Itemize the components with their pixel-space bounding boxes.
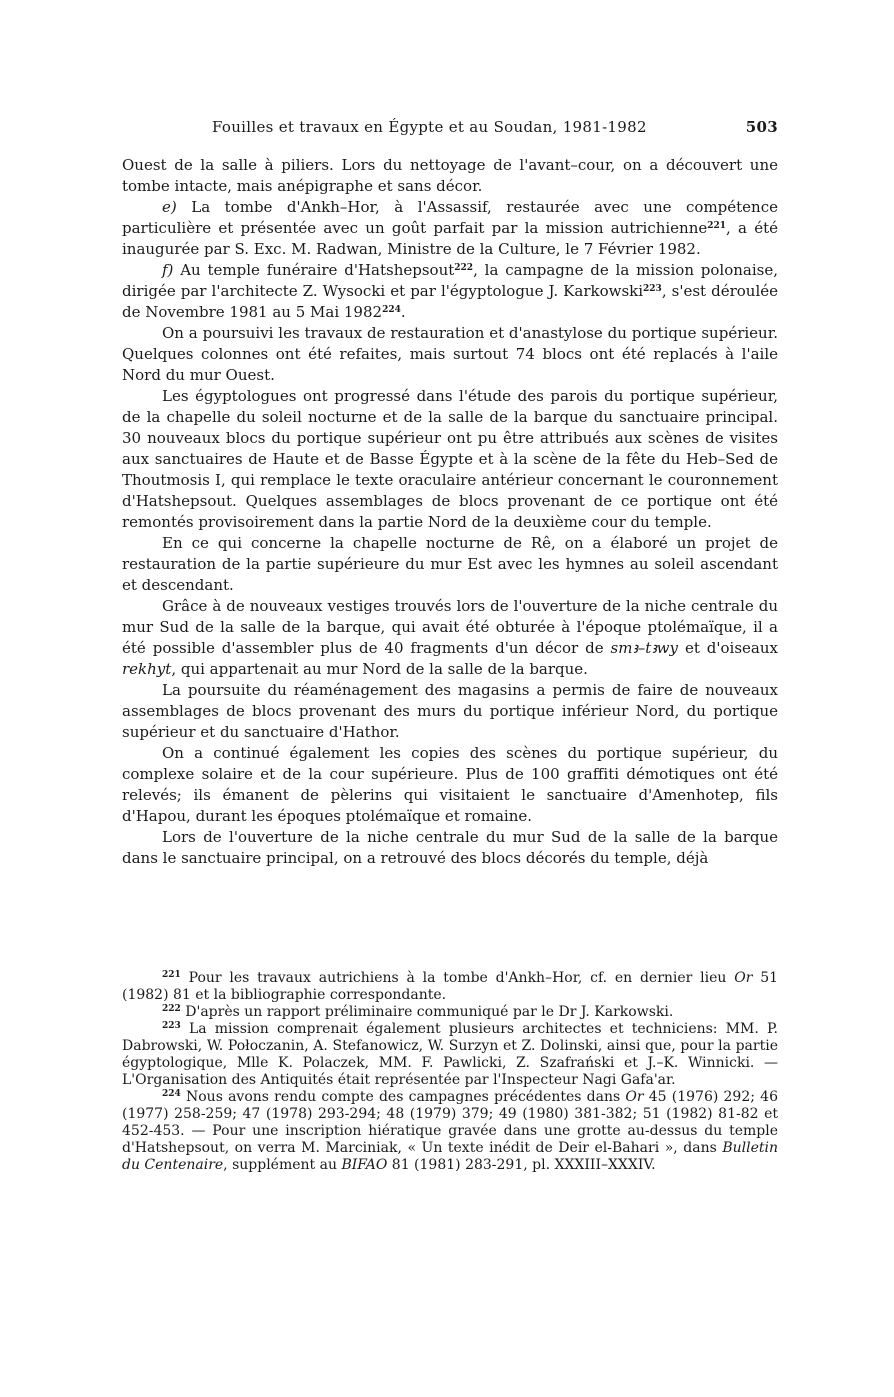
transliteration-term: rekhyt (122, 660, 172, 678)
footnote-223 (122, 1021, 778, 1089)
paragraph-text: , s'est déroulée de Novembre 1981 au 5 Mai 1982 (122, 282, 778, 321)
paragraph-8: On a continué également les copies des scènes du portique supérieur, du complexe solaire et de la cour supérieure. Plus de 100 graffiti démotiques ont été relevés; ils émanent de pèlerins qui visitaient le sanctuaire d'Amenhotep, fils d'Hapou, durant les époques ptolémaïque et romaine. (122, 744, 778, 825)
list-label: f) (162, 261, 174, 279)
footnote-number: 221 (162, 970, 181, 980)
journal-title: Bulletin du Centenaire (122, 1140, 778, 1173)
footnote-text: 51 (1982) 81 et la bibliographie correspondante. (122, 970, 779, 1003)
footnote-ref: 221 (707, 221, 727, 231)
paragraph-4: Les égyptologues ont progressé dans l'étude des parois du portique supérieur, de la chapelle du soleil nocturne et de la salle de la barque du sanctuaire principal. 30 nouveaux blocs du portique supérieur ont pu être attribués aux scènes de visites aux sanctuaires de Haute et de Basse Égypte et à la scène de la fête du Heb–Sed de Thoutmosis I, qui remplace le texte oraculaire antérieur concernant le couronnement d'Hatshepsout. Quelques assemblages de blocs provenant de ce portique ont été remontés provisoirement dans la partie Nord de la deuxième cour du temple. (122, 387, 778, 531)
footnote-ref: 224 (382, 305, 401, 315)
journal-abbrev: Or (734, 970, 753, 986)
transliteration-term: smꜣ–tꜣwy (610, 639, 678, 657)
paragraph-text: , qui appartenait au mur Nord de la salle de la barque. (171, 660, 588, 678)
footnote-text: Nous avons rendu compte des campagnes précédentes dans (186, 1089, 621, 1105)
journal-abbrev: Or (625, 1089, 644, 1105)
footnote-text: D'après un rapport préliminaire communiqué par le Dr J. Karkowski. (185, 1004, 674, 1020)
paragraph-3: On a poursuivi les travaux de restauration et d'anastylose du portique supérieur. Quelques colonnes ont été refaites, mais surtout 74 blocs ont été replacés à l'aile Nord du mur Ouest. (122, 324, 778, 384)
footnote-ref: 222 (454, 263, 474, 273)
footnote-number: 222 (162, 1004, 181, 1014)
paragraph-text: Grâce à de nouveaux vestiges trouvés lors de l'ouverture de la niche centrale du mur Sud de la salle de la barque, qui avait été obturée à l'époque ptolémaïque, il a été possible d'assembler plus de 40 fragments d'un décor de (122, 597, 778, 657)
main-text (122, 155, 778, 869)
footnotes (122, 970, 778, 1174)
paragraph-7: La poursuite du réaménagement des magasins a permis de faire de nouveaux assemblages de blocs provenant des murs du portique inférieur Nord, du portique supérieur et du sanctuaire d'Hathor. (122, 681, 778, 741)
footnote-number: 223 (162, 1021, 181, 1031)
paragraph-5: En ce qui concerne la chapelle nocturne de Rê, on a élaboré un projet de restauration de la partie supérieure du mur Est avec les hymnes au soleil ascendant et descendant. (122, 534, 778, 594)
paragraph-text: . (400, 303, 406, 321)
footnote-number: 224 (162, 1089, 181, 1099)
footnote-ref: 223 (643, 284, 662, 294)
paragraph-text: La tombe d'Ankh–Hor, à l'Assassif, restaurée avec une compétence particulière et présentée avec un goût parfait par la mission autrichienne (122, 198, 778, 237)
paragraph-6 (122, 596, 778, 680)
footnote-text: 45 (1976) 292; 46 (1977) 258-259; 47 (1978) 293-294; 48 (1979) 379; 49 (1980) 381-382; 51 (1982) 81-82 et 452-453. — Pour une inscription hiératique gravée dans une grotte au-dessus du temple d'Hatshepsout, on verra M. Marciniak, « Un texte inédit de Deir el-Bahari », dans (122, 1089, 778, 1156)
paragraph-text: , la campagne de la mission polonaise, dirigée par l'architecte Z. Wysocki et par l'égyptologue J. Karkowski (122, 261, 778, 300)
list-label: e) (162, 198, 177, 216)
paragraph-9: Lors de l'ouverture de la niche centrale du mur Sud de la salle de la barque dans le sanctuaire principal, on a retrouvé des blocs décorés du temple, déjà (122, 828, 778, 867)
footnote-222 (122, 1004, 778, 1021)
footnote-text: 81 (1981) 283-291, pl. XXXIII–XXXIV. (391, 1157, 656, 1173)
running-title: Fouilles et travaux en Égypte et au Soudan, 1981-1982 (212, 118, 647, 136)
paragraph-text: et d'oiseaux (684, 639, 778, 657)
paragraph-text: , a été inaugurée par S. Exc. M. Radwan, Ministre de la Culture, le 7 Février 1982. (122, 219, 778, 258)
paragraph-f (122, 260, 778, 323)
paragraph-text: Au temple funéraire d'Hatshepsout (180, 261, 455, 279)
footnote-221 (122, 970, 778, 1004)
footnote-text: Pour les travaux autrichiens à la tombe d'Ankh–Hor, cf. en dernier lieu (188, 970, 727, 986)
footnote-text: , supplément au (223, 1157, 337, 1173)
paragraph-e (122, 197, 778, 260)
page-number: 503 (745, 118, 778, 136)
journal-abbrev: BIFAO (341, 1157, 388, 1173)
paragraph-0: Ouest de la salle à piliers. Lors du nettoyage de l'avant–cour, on a découvert une tombe intacte, mais anépigraphe et sans décor. (122, 156, 778, 195)
footnote-224 (122, 1089, 778, 1174)
footnote-text: La mission comprenait également plusieurs architectes et techniciens: MM. P. Dabrowski, W. Połoczanin, A. Stefanowicz, W. Surzyn et Z. Dolinski, ainsi que, pour la partie égyptologique, Mlle K. Polaczek, MM. F. Pawlicki, Z. Szafrański et J.–K. Winnicki. — L'Organisation des Antiquités était représentée par l'Inspecteur Nagi Gafa'ar. (122, 1021, 778, 1088)
